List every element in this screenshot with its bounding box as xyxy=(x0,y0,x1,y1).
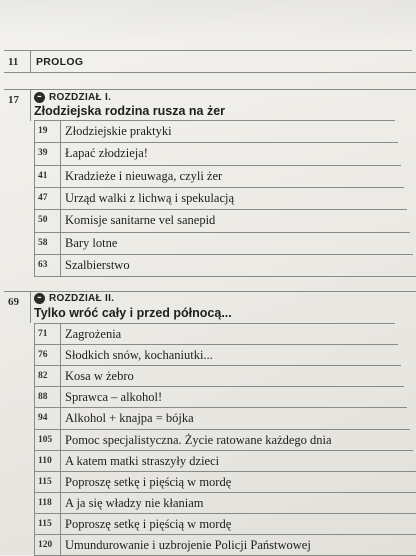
toc-entry-page: 39 xyxy=(38,148,48,159)
toc-entry-divider xyxy=(60,451,61,472)
toc-entry-page: 115 xyxy=(38,476,52,487)
toc-entry-page: 58 xyxy=(38,237,48,248)
toc-entry[interactable] xyxy=(34,187,404,210)
toc-entry[interactable] xyxy=(34,254,413,277)
toc-entry-page: 50 xyxy=(38,215,48,226)
chapter2-divider xyxy=(30,291,31,323)
toc-entry-divider xyxy=(60,324,61,345)
toc-entry-page: 82 xyxy=(38,371,48,382)
toc-entry-title: Zagrożenia xyxy=(65,327,122,341)
toc-entry-divider xyxy=(60,366,61,387)
toc-entry-divider xyxy=(60,408,61,429)
chapter2-label-text: ROZDZIAŁ II. xyxy=(49,293,115,304)
prolog-divider xyxy=(30,50,31,72)
chapter2-top-rule xyxy=(4,291,416,292)
toc-entry-page: 71 xyxy=(38,329,48,339)
toc-entry[interactable] xyxy=(34,323,395,345)
toc-entry[interactable] xyxy=(34,209,407,232)
toc-entry-page: 63 xyxy=(38,259,48,270)
prolog-top-rule xyxy=(4,50,412,51)
toc-entry-divider xyxy=(60,472,61,493)
toc-entry[interactable] xyxy=(34,386,404,408)
toc-entry-title: A ja się władzy nie kłaniam xyxy=(65,495,204,510)
toc-entry-page: 94 xyxy=(38,413,48,424)
toc-entry-title: Złodziejskie praktyki xyxy=(65,124,172,138)
toc-entry-page: 76 xyxy=(38,350,48,361)
toc-entry-page: 120 xyxy=(38,540,53,550)
toc-entry-page: 41 xyxy=(38,170,48,181)
toc-entry-divider xyxy=(60,493,61,514)
toc-entry-divider xyxy=(60,255,61,277)
toc-entry-page: 19 xyxy=(38,126,48,136)
chapter-badge-icon: – xyxy=(34,293,45,304)
toc-entry-divider xyxy=(60,166,61,188)
prolog-title[interactable]: PROLOG xyxy=(36,56,84,68)
prolog-page: 11 xyxy=(8,56,19,68)
page-shadow xyxy=(0,0,416,40)
chapter1-top-rule xyxy=(4,89,416,90)
toc-entry-title: Łapać złodzieja! xyxy=(65,146,148,161)
toc-section-bottom-rule xyxy=(34,276,416,277)
toc-entry-title: Kosa w żebro xyxy=(65,369,134,384)
toc-entry-title: A katem matki straszyły dzieci xyxy=(65,453,220,468)
chapter1-title[interactable]: Złodziejska rodzina rusza na żer xyxy=(34,104,226,118)
toc-entry-divider xyxy=(60,430,61,451)
toc-entry-divider xyxy=(60,233,61,255)
toc-entry-divider xyxy=(60,387,61,408)
toc-entry[interactable] xyxy=(34,450,413,472)
toc-entry-title: Szalbierstwo xyxy=(65,257,130,272)
toc-entry-page: 118 xyxy=(38,497,52,508)
toc-entry-title: Bary lotne xyxy=(65,235,118,250)
toc-entry-title: Komisje sanitarne vel sanepid xyxy=(65,213,216,228)
chapter2-label xyxy=(34,293,114,304)
toc-entry-divider xyxy=(60,143,61,165)
toc-entry-title: Pomoc specjalistyczna. Życie ratowane każdego dnia xyxy=(65,432,332,447)
toc-entry[interactable] xyxy=(34,407,407,429)
toc-entry-divider xyxy=(60,121,61,143)
toc-entry-divider xyxy=(60,188,61,210)
toc-entry[interactable] xyxy=(34,165,401,188)
chapter1-label-text: ROZDZIAŁ I. xyxy=(49,92,112,103)
chapter2-title[interactable]: Tylko wróć cały i przed północą... xyxy=(34,306,232,320)
toc-entry-title: Poproszę setkę i pięścią w mordę xyxy=(65,516,232,531)
toc-entry[interactable] xyxy=(34,429,410,451)
toc-entry-title: Poproszę setkę i pięścią w mordę xyxy=(65,474,232,489)
toc-entry-divider xyxy=(60,514,61,535)
chapter1-label xyxy=(34,92,111,103)
toc-entry-divider xyxy=(60,535,61,556)
toc-entry[interactable] xyxy=(34,142,398,165)
toc-entry[interactable] xyxy=(34,344,398,366)
toc-entry[interactable] xyxy=(34,471,416,493)
toc-entry-page: 47 xyxy=(38,192,48,203)
toc-entry-page: 88 xyxy=(38,392,48,403)
toc-entry-title: Sprawca – alkohol! xyxy=(65,390,163,405)
toc-entry-divider xyxy=(60,210,61,232)
toc-entry-page: 105 xyxy=(38,434,53,445)
toc-entry-title: Kradzieże i nieuwaga, czyli żer xyxy=(65,168,223,183)
chapter2-page: 69 xyxy=(8,296,19,308)
chapter-badge-icon: – xyxy=(34,92,45,103)
toc-entry[interactable] xyxy=(34,232,410,255)
chapter1-divider xyxy=(30,89,31,121)
toc-entry-title: Umundurowanie i uzbrojenie Policji Państwowej xyxy=(65,538,311,552)
toc-entry[interactable] xyxy=(34,120,395,143)
toc-entry-page: 115 xyxy=(38,518,52,529)
toc-entry[interactable] xyxy=(34,365,401,387)
chapter1-page: 17 xyxy=(8,94,19,106)
toc-entry-page: 110 xyxy=(38,455,52,466)
toc-entry-title: Słodkich snów, kochaniutki... xyxy=(65,348,213,363)
toc-entry-title: Alkohol + knajpa = bójka xyxy=(65,411,194,426)
toc-entry[interactable] xyxy=(34,534,416,556)
toc-entry-divider xyxy=(60,345,61,366)
toc-entry[interactable] xyxy=(34,492,416,514)
toc-entry[interactable] xyxy=(34,513,416,535)
prolog-bottom-rule xyxy=(4,72,416,73)
toc-entry-title: Urząd walki z lichwą i spekulacją xyxy=(65,190,235,205)
